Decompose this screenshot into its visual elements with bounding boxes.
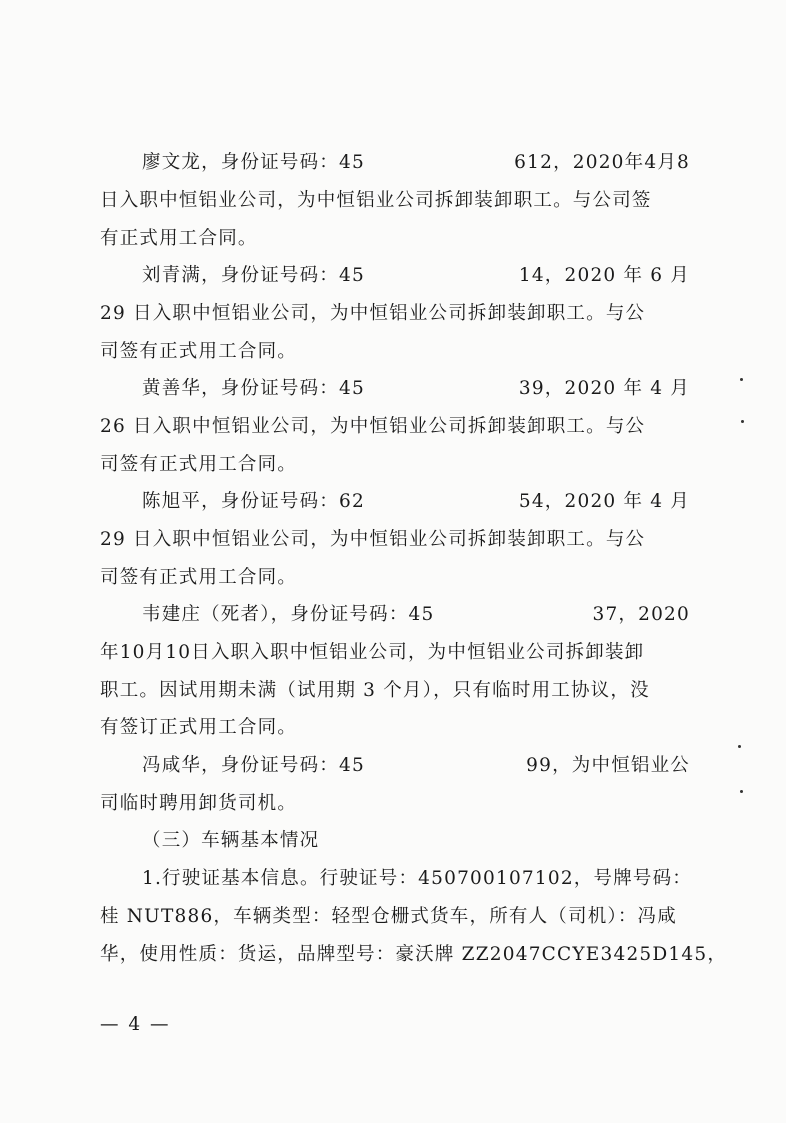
paragraph-line: 有签订正式用工合同。	[100, 717, 298, 738]
text-span: 99，为中恒铝业公	[526, 755, 690, 776]
text-span: 612，2020年4月8	[514, 152, 690, 173]
paragraph-line: 司签有正式用工合同。	[100, 341, 298, 362]
scan-speck	[740, 378, 743, 381]
section-heading: （三）车辆基本情况	[142, 830, 320, 851]
scan-speck	[740, 790, 743, 793]
paragraph-line: 司临时聘用卸货司机。	[100, 793, 298, 814]
text-span: 39，2020 年 4 月	[518, 378, 690, 399]
paragraph-line: 日入职中恒铝业公司，为中恒铝业公司拆卸装卸职工。与公司签	[100, 190, 652, 211]
paragraph-line: 29 日入职中恒铝业公司，为中恒铝业公司拆卸装卸职工。与公	[100, 303, 646, 324]
text-span: 冯咸华，身份证号码：45	[142, 755, 365, 776]
text-span: 14，2020 年 6 月	[518, 265, 690, 286]
paragraph-line: 29 日入职中恒铝业公司，为中恒铝业公司拆卸装卸职工。与公	[100, 529, 646, 550]
text-span: 廖文龙，身份证号码：45	[142, 152, 365, 173]
paragraph-line: 26 日入职中恒铝业公司，为中恒铝业公司拆卸装卸职工。与公	[100, 416, 646, 437]
paragraph-line: 年10月10日入职入职中恒铝业公司，为中恒铝业公司拆卸装卸	[100, 642, 645, 663]
text-span: 37，2020	[592, 604, 690, 625]
paragraph-line: 桂 NUT886，车辆类型：轻型仓栅式货车，所有人（司机）：冯咸	[100, 906, 677, 927]
paragraph-line: 华，使用性质：货运，品牌型号：豪沃牌 ZZ2047CCYE3425D145，	[100, 944, 728, 965]
paragraph-line	[142, 600, 690, 630]
text-span: 刘青满，身份证号码：45	[142, 265, 365, 286]
paragraph-line	[142, 487, 690, 517]
paragraph-line: 职工。因试用期未满（试用期 3 个月），只有临时用工协议，没	[100, 680, 650, 701]
scan-speck	[738, 745, 741, 748]
page-number: — 4 —	[100, 1014, 171, 1035]
paragraph-line	[142, 148, 690, 178]
paragraph-line	[142, 261, 690, 291]
paragraph-line: 1.行驶证基本信息。行驶证号：450700107102，号牌号码：	[142, 868, 692, 889]
paragraph-line: 司签有正式用工合同。	[100, 454, 298, 475]
text-span: 韦建庄（死者），身份证号码：45	[142, 604, 435, 625]
paragraph-line: 司签有正式用工合同。	[100, 567, 298, 588]
paragraph-line	[142, 751, 690, 781]
paragraph-line: 有正式用工合同。	[100, 228, 258, 249]
text-span: 陈旭平，身份证号码：62	[142, 491, 365, 512]
paragraph-line	[142, 374, 690, 404]
text-span: 黄善华，身份证号码：45	[142, 378, 365, 399]
scan-speck	[741, 420, 744, 423]
text-span: 54，2020 年 4 月	[518, 491, 690, 512]
